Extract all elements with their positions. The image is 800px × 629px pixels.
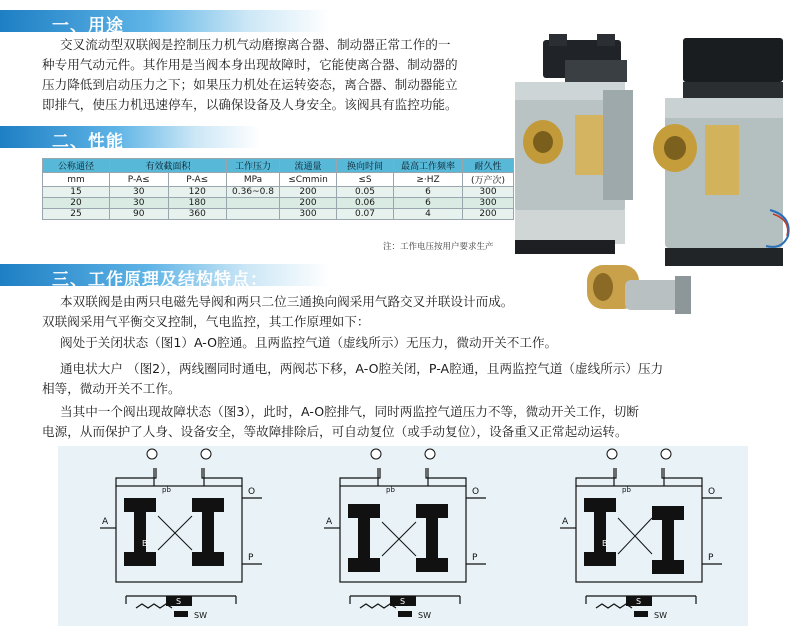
section-principle-header: [0, 264, 330, 290]
principle-line-4: 通电状大户 （图2），两线圈同时通电，两阀芯下移，A-O腔关闭，P-A腔通，且两监控气道（虚线所示）压力: [60, 361, 664, 376]
label-P: P: [472, 553, 478, 563]
section-usage-title: 一、用途: [52, 16, 124, 36]
principle-line-2: 双联阀采用气平衡交叉控制，气电监控，其工作原理如下：: [42, 314, 370, 329]
table-row: [43, 198, 514, 209]
table-cell: 6: [394, 198, 463, 209]
table-cell: 200: [280, 198, 337, 209]
label-pb: pb: [162, 486, 171, 494]
label-P: P: [708, 553, 714, 563]
label-P: P: [248, 553, 254, 563]
unit-cell: MPa: [227, 173, 280, 187]
schematic-fig-2: [320, 446, 490, 626]
header-cell: 最高工作频率: [394, 159, 463, 173]
table-cell: 15: [43, 187, 110, 198]
schematic-fig-3-drawing: [556, 446, 726, 626]
unit-cell: ≥·HZ: [394, 173, 463, 187]
usage-line-2: 种专用气动元件。其作用是当阀本身出现故障时，它能使离合器、制动器的: [42, 57, 458, 72]
label-SW: SW: [654, 611, 667, 620]
schematic-fig-2-drawing: [320, 446, 490, 626]
valve-right-illustration: [653, 38, 789, 266]
usage-line-3: 压力降低到启动压力之下；如果压力机处在运转姿态，离合器、制动器能立: [42, 77, 458, 92]
table-cell: 0.05: [337, 187, 394, 198]
table-cell: 25: [43, 209, 110, 220]
section-performance-header: [0, 126, 260, 152]
usage-line-4: 即排气，使压力机迅速停车，以确保设备及人身安全。该阀具有监控功能。: [42, 97, 458, 112]
unit-cell: ≤Cmmin: [280, 173, 337, 187]
table-cell: 20: [43, 198, 110, 209]
header-cell: 工作压力: [227, 159, 280, 173]
table-cell: 200: [463, 209, 514, 220]
table-cell: [227, 209, 280, 220]
spec-table: [42, 158, 514, 220]
product-photo-illustration: [505, 30, 800, 345]
schematic-fig-3: [556, 446, 726, 626]
table-cell: 6: [394, 187, 463, 198]
label-pb: pb: [622, 486, 631, 494]
schematic-fig-1-drawing: [96, 446, 266, 626]
schematic-fig-1: [96, 446, 266, 626]
header-cell: 公称通径: [43, 159, 110, 173]
header-cell: 耐久性: [463, 159, 514, 173]
table-cell: 300: [463, 198, 514, 209]
table-cell: [227, 198, 280, 209]
table-cell: 180: [168, 198, 227, 209]
table-cell: 0.07: [337, 209, 394, 220]
label-O: O: [472, 487, 480, 497]
label-S: S: [400, 597, 406, 606]
section-principle-title: 三、工作原理及结构特点：: [52, 270, 268, 290]
section-usage-header: [0, 10, 330, 36]
label-pb: pb: [386, 486, 395, 494]
unit-cell: ≤S: [337, 173, 394, 187]
principle-line-6: 当其中一个阀出现故障状态（图3），此时，A-O腔排气，同时两监控气道压力不等，微动开关工作，切断: [60, 404, 639, 419]
principle-line-1: 本双联阀是由两只电磁先导阀和两只二位三通换向阀采用气路交叉并联设计而成。: [60, 294, 514, 309]
label-SW: SW: [418, 611, 431, 620]
principle-line-7: 电源，从而保护了人身、设备安全，等故障排除后，可自动复位（或手动复位），设备重又正常起动运转。: [42, 424, 628, 439]
table-cell: 200: [280, 187, 337, 198]
table-cell: 90: [110, 209, 169, 220]
table-cell: 30: [110, 187, 169, 198]
table-cell: 0.36~0.8: [227, 187, 280, 198]
table-row: [43, 187, 514, 198]
table-row: [43, 209, 514, 220]
usage-line-1: 交叉流动型双联阀是控制压力机气动磨擦离合器、制动器正常工作的一: [60, 37, 451, 52]
table-cell: 360: [168, 209, 227, 220]
table-cell: 4: [394, 209, 463, 220]
label-S: S: [636, 597, 642, 606]
table-header-row: [43, 159, 514, 173]
principle-line-5: 相等，微动开关不工作。: [42, 381, 181, 396]
label-O: O: [708, 487, 716, 497]
label-SW: SW: [194, 611, 207, 620]
label-O: O: [248, 487, 256, 497]
table-cell: 120: [168, 187, 227, 198]
label-B: B: [602, 539, 608, 548]
label-A: A: [102, 517, 109, 527]
label-S: S: [176, 597, 182, 606]
header-cell: 有效截面积: [110, 159, 227, 173]
unit-cell: (万产次): [463, 173, 514, 187]
table-unit-row: [43, 173, 514, 187]
unit-cell: P-A≤: [168, 173, 227, 187]
unit-cell: mm: [43, 173, 110, 187]
table-cell: 30: [110, 198, 169, 209]
product-photo: [505, 30, 800, 345]
unit-cell: P-A≤: [110, 173, 169, 187]
label-A: A: [562, 517, 569, 527]
label-A: A: [326, 517, 333, 527]
table-note: 注：工作电压按用户要求生产: [383, 242, 494, 252]
valve-left-illustration: [515, 34, 633, 254]
header-cell: 换向时间: [337, 159, 394, 173]
header-cell: 流通量: [280, 159, 337, 173]
section-performance-title: 二、性能: [52, 132, 124, 152]
schematic-panel: [58, 446, 748, 626]
table-cell: 300: [463, 187, 514, 198]
table-cell: 0.06: [337, 198, 394, 209]
principle-line-3: 阀处于关闭状态（图1）A-O腔通。且两监控气道（虚线所示）无压力，微动开关不工作。: [60, 335, 558, 350]
brass-fitting-illustration: [587, 265, 691, 314]
table-cell: 300: [280, 209, 337, 220]
label-B: B: [142, 539, 148, 548]
